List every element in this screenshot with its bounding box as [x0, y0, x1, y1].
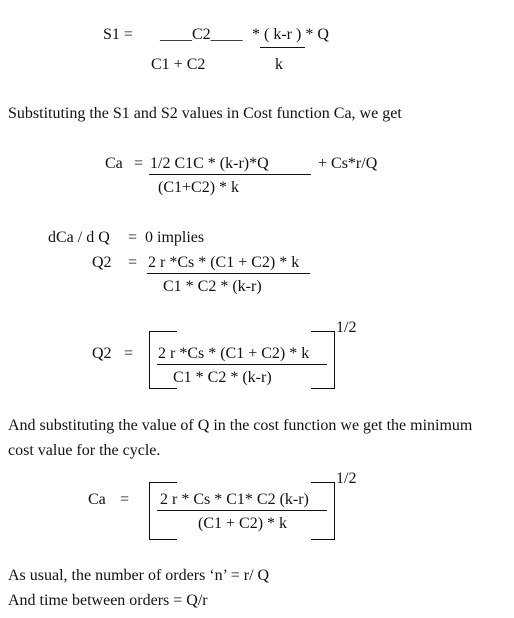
paragraph-orders: [8, 563, 269, 613]
q2b-left-bracket: [149, 331, 150, 389]
ca2-left-bracket-top: [149, 482, 177, 483]
q2b-numerator: 2 r *Cs * (C1 + C2) * k: [158, 345, 310, 362]
ca2-denominator: (C1 + C2) * k: [198, 515, 288, 532]
paragraph-minimum-cost-line-1: And substituting the value of Q in the cost function we get the minimum: [8, 417, 473, 434]
q2b-equals: =: [124, 345, 134, 362]
q2a-numerator: 2 r *Cs * (C1 + C2) * k: [148, 254, 300, 271]
ca2-exponent: 1/2: [336, 470, 357, 487]
ca2-fraction-line: [157, 510, 327, 511]
q2b-left-bracket-top: [149, 331, 177, 332]
ca2-numerator: 2 r * Cs * C1* C2 (k-r): [160, 491, 309, 508]
ca2-right-bracket-bottom: [311, 539, 335, 540]
ca2-left-bracket-bottom: [149, 539, 177, 540]
q2b-denominator: C1 * C2 * (k-r): [173, 369, 272, 386]
q2a-equals: =: [128, 254, 138, 271]
s1-numerator: ____C2____: [160, 26, 243, 43]
ca1-denominator: (C1+C2) * k: [158, 179, 240, 196]
ca2-lhs: Ca: [88, 491, 106, 508]
q2b-left-bracket-bottom: [149, 388, 177, 389]
dca-equals: =: [128, 229, 138, 246]
ca2-right-bracket-top: [311, 482, 335, 483]
paragraph-minimum-cost-line-2: cost value for the cycle.: [8, 442, 161, 459]
q2b-right-bracket-top: [311, 331, 335, 332]
ca1-plus-term: + Cs*r/Q: [318, 155, 378, 172]
q2a-lhs: Q2: [92, 254, 112, 271]
ca1-numerator: 1/2 C1C * (k-r)*Q: [150, 155, 269, 172]
paragraph-substituting: Substituting the S1 and S2 values in Cost function Ca, we get: [8, 105, 402, 122]
q2b-exponent: 1/2: [336, 319, 357, 336]
q2b-right-bracket-bottom: [311, 388, 335, 389]
ca1-lhs: Ca: [105, 155, 123, 172]
paragraph-orders-line-2: And time between orders = Q/r: [8, 592, 208, 609]
q2b-lhs: Q2: [92, 345, 112, 362]
ca1-fraction-line: [149, 174, 311, 175]
ca2-equals: =: [120, 491, 130, 508]
paragraph-minimum-cost: [8, 413, 472, 463]
q2a-fraction-line: [147, 273, 310, 274]
s1-multiplier: * ( k-r ) * Q: [252, 26, 329, 43]
ca2-right-bracket: [334, 482, 335, 540]
q2b-right-bracket: [334, 331, 335, 389]
paragraph-orders-line-1: As usual, the number of orders ‘n’ = r/ Q: [8, 567, 270, 584]
dca-rhs: 0 implies: [145, 229, 205, 246]
ca2-left-bracket: [149, 482, 150, 540]
dca-lhs: dCa / d Q: [48, 229, 110, 246]
q2a-denominator: C1 * C2 * (k-r): [163, 278, 262, 295]
s1-k-fraction-line: [260, 47, 305, 48]
s1-k: k: [275, 56, 283, 73]
q2b-fraction-line: [157, 364, 327, 365]
s1-lhs: S1 =: [103, 26, 133, 43]
ca1-equals: =: [134, 155, 144, 172]
s1-denominator: C1 + C2: [151, 56, 206, 73]
